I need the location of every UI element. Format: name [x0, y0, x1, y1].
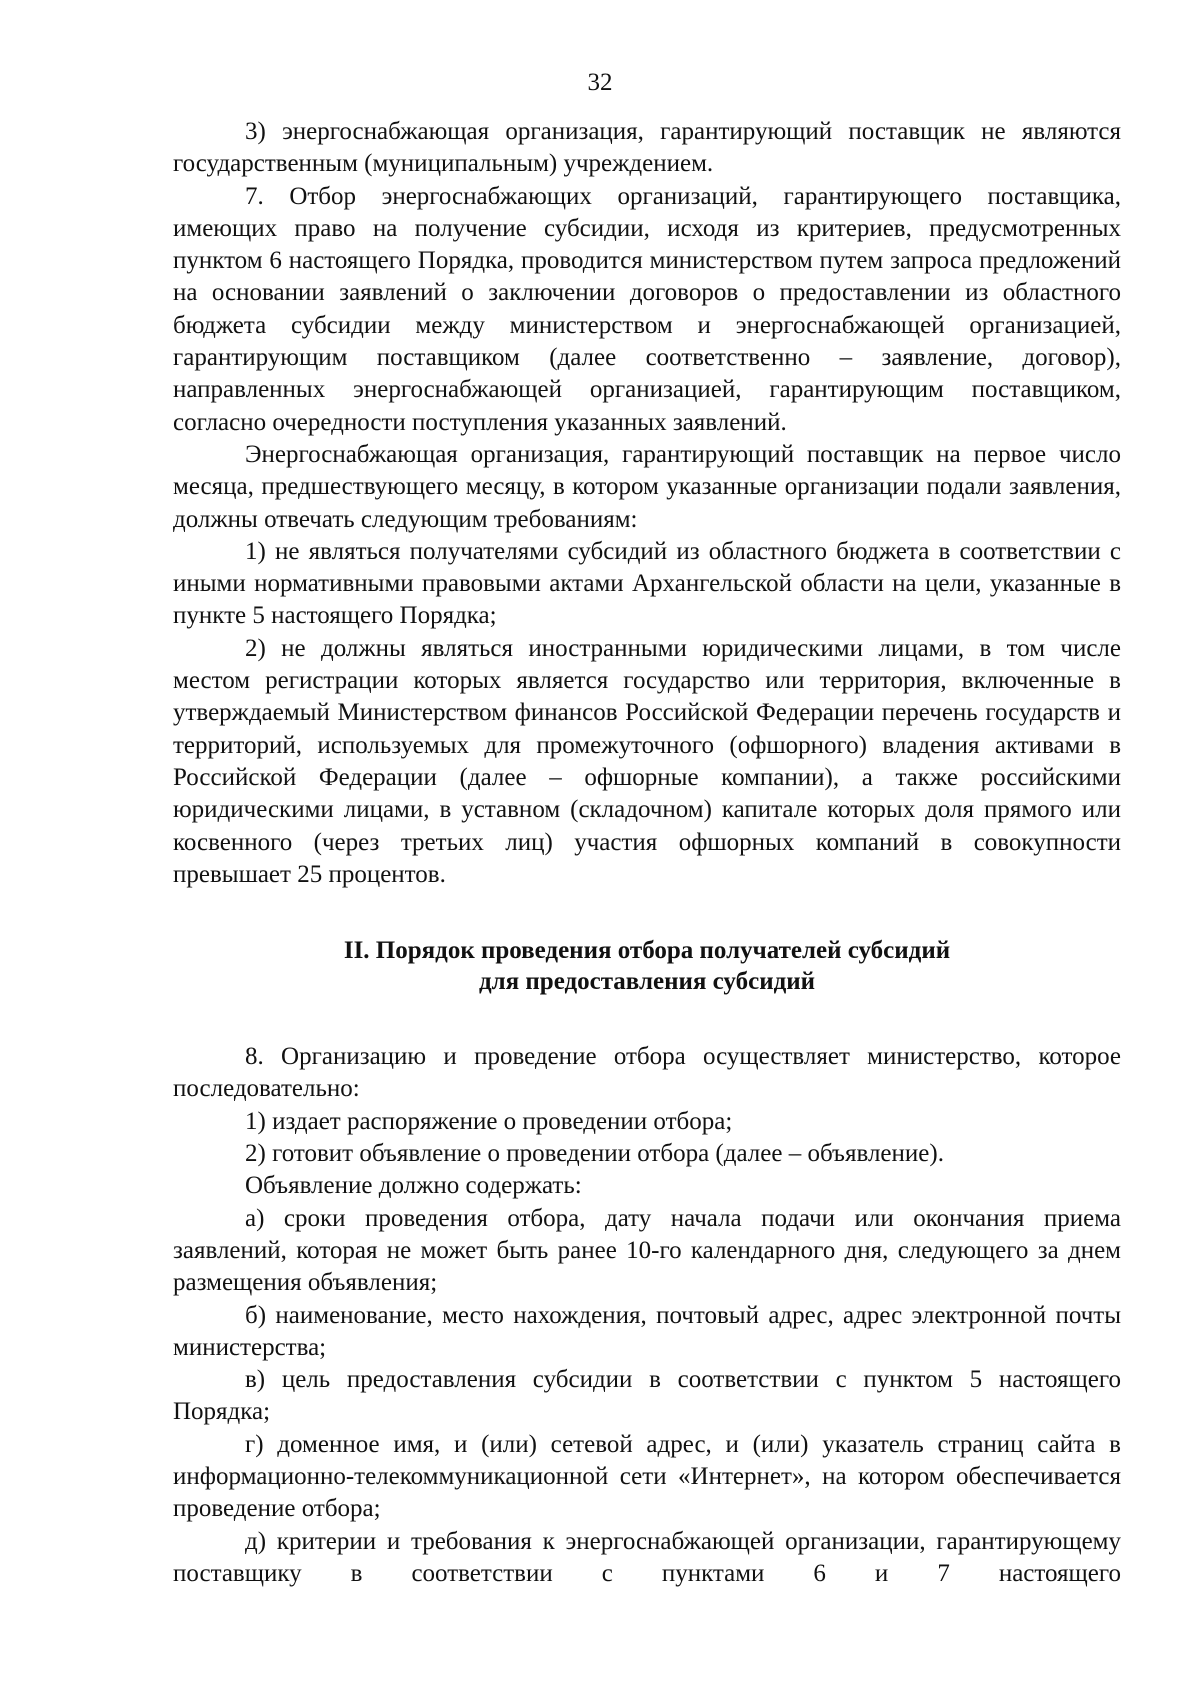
paragraph-item-b: б) наименование, место нахождения, почтовый адрес, адрес электронной почты министерства; — [173, 1301, 1121, 1361]
document-body — [173, 116, 1121, 1590]
section-heading — [173, 935, 1121, 997]
paragraph-requirement-1: 1) не являться получателями субсидий из областного бюджета в соответствии с иными нормативными правовыми актами Архангельской области на цели, указанные в пункте 5 настоящего Порядка; — [173, 537, 1121, 630]
page-number: 32 — [587, 69, 613, 96]
paragraph-clause-7: 7. Отбор энергоснабжающих организаций, гарантирующего поставщика, имеющих право на получение субсидии, исходя из критериев, предусмотренных пунктом 6 настоящего Порядка, проводится министерством путем запроса предложений на основании заявлений о заключении договоров о предоставлении из областного бюджета субсидии между министерством и энергоснабжающей организацией, гарантирующим поставщиком (далее соответственно – заявление, договор), направленных энергоснабжающей организацией, гарантирующим поставщиком, согласно очередности поступления указанных заявлений. — [173, 182, 1121, 436]
section-heading-line-2: для предоставления субсидий — [478, 968, 816, 996]
paragraph-requirements-intro: Энергоснабжающая организация, гарантирующий поставщик на первое число месяца, предшествующего месяцу, в котором указанные организации подали заявления, должны отвечать следующим требованиям: — [173, 440, 1121, 533]
paragraph-item-3: 3) энергоснабжающая организация, гарантирующий поставщик не являются государственным (муниципальным) учреждением. — [173, 118, 1121, 178]
paragraph-clause-8: 8. Организацию и проведение отбора осуществляет министерство, которое последовательно: — [173, 1043, 1121, 1103]
paragraph-announcement-intro: Объявление должно содержать: — [245, 1172, 582, 1200]
paragraph-item-g: г) доменное имя, и (или) сетевой адрес, и (или) указатель страниц сайта в информационно-телекоммуникационной сети «Интернет», на котором обеспечивается проведение отбора; — [173, 1430, 1121, 1523]
paragraph-requirement-2: 2) не должны являться иностранными юридическими лицами, в том числе местом регистрации которых является государство или территория, включенные в утверждаемый Министерством финансов Российской Федерации перечень государств и территорий, используемых для промежуточного (офшорного) владения активами в Российской Федерации (далее – офшорные компании), а также российскими юридическими лицами, в уставном (складочном) капитале которых доля прямого или косвенного (через третьих лиц) участия офшорных компаний в совокупности превышает 25 процентов. — [173, 634, 1121, 888]
paragraph-step-2: 2) готовит объявление о проведении отбора (далее – объявление). — [245, 1140, 944, 1168]
paragraph-item-d: д) критерии и требования к энергоснабжающей организации, гарантирующему поставщику в соответствии с пунктами 6 и 7 настоящего — [173, 1527, 1121, 1587]
paragraph-item-a: а) сроки проведения отбора, дату начала подачи или окончания приема заявлений, которая не может быть ранее 10-го календарного дня, следующего за днем размещения объявления; — [173, 1204, 1121, 1297]
section-heading-line-1: II. Порядок проведения отбора получателей субсидий — [343, 937, 951, 965]
paragraph-step-1: 1) издает распоряжение о проведении отбора; — [245, 1107, 733, 1135]
paragraph-item-v: в) цель предоставления субсидии в соответствии с пунктом 5 настоящего Порядка; — [173, 1366, 1121, 1426]
